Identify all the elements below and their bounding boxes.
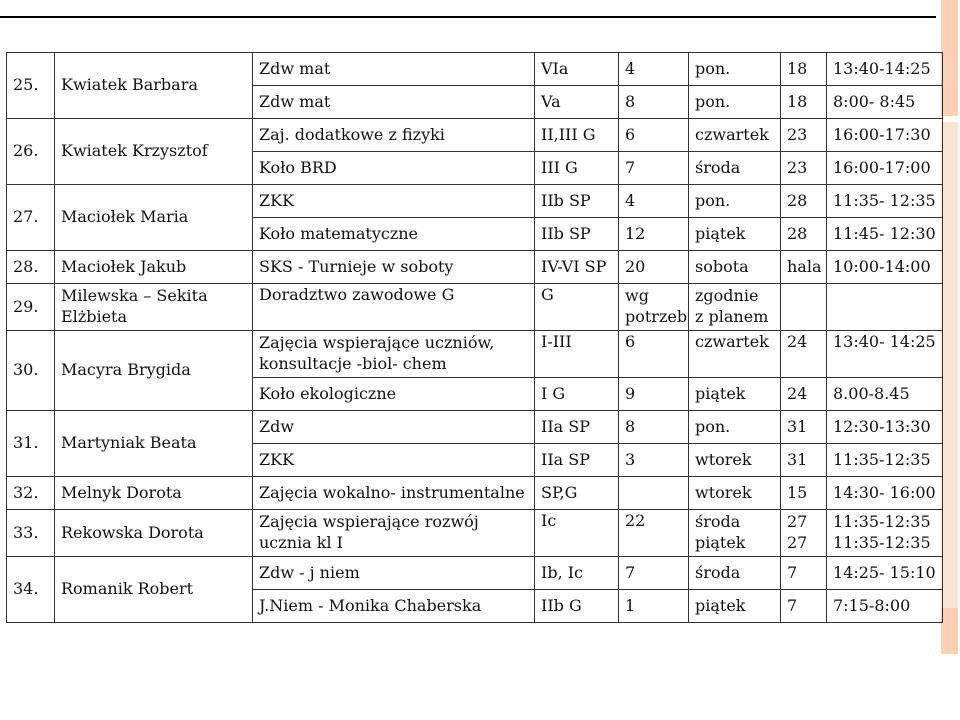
row-number: 33. bbox=[7, 510, 55, 557]
room-cell: 28 bbox=[781, 218, 827, 251]
count-cell: 4 bbox=[619, 185, 689, 218]
table-row bbox=[7, 284, 943, 331]
teacher-name: Kwiatek Barbara bbox=[55, 53, 253, 119]
time-cell: 14:25- 15:10 bbox=[827, 557, 943, 590]
activity-cell: J.Niem - Monika Chaberska bbox=[253, 590, 535, 623]
day-cell: czwartek bbox=[689, 119, 781, 152]
room-line: 27 bbox=[787, 533, 808, 552]
count-cell: 6 bbox=[619, 119, 689, 152]
class-cell: Va bbox=[535, 86, 619, 119]
activity-cell bbox=[253, 331, 535, 378]
room-cell: hala bbox=[781, 251, 827, 284]
day-cell: piątek bbox=[689, 218, 781, 251]
teacher-name: Melnyk Dorota bbox=[55, 477, 253, 510]
activity-cell: Koło ekologiczne bbox=[253, 378, 535, 411]
room-cell: 31 bbox=[781, 411, 827, 444]
room-cell: 7 bbox=[781, 590, 827, 623]
table-row bbox=[7, 557, 943, 590]
table-row bbox=[7, 331, 943, 378]
side-bar-segment bbox=[941, 0, 958, 116]
activity-cell: ZKK bbox=[253, 185, 535, 218]
room-cell: 24 bbox=[781, 378, 827, 411]
room-cell: 18 bbox=[781, 86, 827, 119]
teacher-name: Rekowska Dorota bbox=[55, 510, 253, 557]
activity-cell: Zajęcia wokalno- instrumentalne bbox=[253, 477, 535, 510]
activity-line: Zajęcia wspierające rozwój bbox=[259, 512, 479, 532]
room-cell: 24 bbox=[781, 331, 827, 378]
room-cell: 15 bbox=[781, 477, 827, 510]
row-number: 26. bbox=[7, 119, 55, 185]
time-cell bbox=[827, 510, 943, 557]
teacher-name: Romanik Robert bbox=[55, 557, 253, 623]
table-row bbox=[7, 53, 943, 86]
room-cell: 7 bbox=[781, 557, 827, 590]
class-cell: IIa SP bbox=[535, 411, 619, 444]
count-cell: 7 bbox=[619, 152, 689, 185]
time-line: 11:35-12:35 bbox=[833, 533, 931, 552]
time-cell bbox=[827, 284, 943, 331]
table-row bbox=[7, 251, 943, 284]
time-cell: 13:40- 14:25 bbox=[827, 331, 943, 378]
row-number: 30. bbox=[7, 331, 55, 411]
day-cell: pon. bbox=[689, 185, 781, 218]
teacher-name-line: Elżbieta bbox=[61, 307, 128, 326]
day-cell: pon. bbox=[689, 53, 781, 86]
activity-cell: Zdw - j niem bbox=[253, 557, 535, 590]
room-cell: 31 bbox=[781, 444, 827, 477]
day-line: piątek bbox=[695, 533, 746, 552]
activity-line: ucznia kl I bbox=[259, 533, 343, 552]
time-cell: 11:35- 12:35 bbox=[827, 185, 943, 218]
count-cell: 8 bbox=[619, 411, 689, 444]
time-cell: 12:30-13:30 bbox=[827, 411, 943, 444]
activity-cell: Zdw mat bbox=[253, 86, 535, 119]
day-cell: piątek bbox=[689, 590, 781, 623]
class-cell: II,III G bbox=[535, 119, 619, 152]
time-cell: 11:35-12:35 bbox=[827, 444, 943, 477]
day-cell: wtorek bbox=[689, 444, 781, 477]
class-cell: I G bbox=[535, 378, 619, 411]
count-cell: 3 bbox=[619, 444, 689, 477]
teacher-name: Macyra Brygida bbox=[55, 331, 253, 411]
day-line: zgodnie bbox=[695, 286, 759, 306]
day-cell: czwartek bbox=[689, 331, 781, 378]
activity-cell: SKS - Turnieje w soboty bbox=[253, 251, 535, 284]
activity-cell: Koło BRD bbox=[253, 152, 535, 185]
row-number: 28. bbox=[7, 251, 55, 284]
table-row bbox=[7, 119, 943, 152]
time-cell: 16:00-17:30 bbox=[827, 119, 943, 152]
count-cell: 22 bbox=[619, 510, 689, 557]
day-line: z planem bbox=[695, 307, 769, 326]
day-cell bbox=[689, 284, 781, 331]
count-cell: 1 bbox=[619, 590, 689, 623]
day-cell: piątek bbox=[689, 378, 781, 411]
row-number: 32. bbox=[7, 477, 55, 510]
day-cell: sobota bbox=[689, 251, 781, 284]
activity-cell: Zdw mat bbox=[253, 53, 535, 86]
class-cell: G bbox=[535, 284, 619, 331]
row-number: 25. bbox=[7, 53, 55, 119]
count-cell: 8 bbox=[619, 86, 689, 119]
activity-cell: Zaj. dodatkowe z fizyki bbox=[253, 119, 535, 152]
activity-line: Zajęcia wspierające uczniów, bbox=[259, 333, 495, 353]
count-line: wg bbox=[625, 286, 649, 306]
day-cell bbox=[689, 510, 781, 557]
activity-cell bbox=[253, 510, 535, 557]
time-cell: 14:30- 16:00 bbox=[827, 477, 943, 510]
room-cell: 18 bbox=[781, 53, 827, 86]
row-number: 34. bbox=[7, 557, 55, 623]
time-line: 11:35-12:35 bbox=[833, 512, 931, 532]
table-row bbox=[7, 411, 943, 444]
activity-cell: Koło matematyczne bbox=[253, 218, 535, 251]
row-number: 27. bbox=[7, 185, 55, 251]
day-line: środa bbox=[695, 512, 741, 532]
room-cell: 23 bbox=[781, 152, 827, 185]
teacher-name bbox=[55, 284, 253, 331]
teacher-name: Kwiatek Krzysztof bbox=[55, 119, 253, 185]
class-cell: IIb G bbox=[535, 590, 619, 623]
day-cell: pon. bbox=[689, 411, 781, 444]
class-cell: VIa bbox=[535, 53, 619, 86]
activity-cell: Zdw bbox=[253, 411, 535, 444]
time-cell: 11:45- 12:30 bbox=[827, 218, 943, 251]
side-bar-segment bbox=[941, 608, 958, 654]
teacher-name: Martyniak Beata bbox=[55, 411, 253, 477]
class-cell: IIb SP bbox=[535, 185, 619, 218]
class-cell: Ib, Ic bbox=[535, 557, 619, 590]
count-cell bbox=[619, 284, 689, 331]
time-cell: 10:00-14:00 bbox=[827, 251, 943, 284]
side-bar-segment bbox=[941, 122, 958, 608]
count-cell: 7 bbox=[619, 557, 689, 590]
teacher-name: Maciołek Maria bbox=[55, 185, 253, 251]
day-cell: pon. bbox=[689, 86, 781, 119]
class-cell: III G bbox=[535, 152, 619, 185]
table-row bbox=[7, 477, 943, 510]
table-row bbox=[7, 185, 943, 218]
schedule-table bbox=[6, 52, 943, 623]
count-cell: 6 bbox=[619, 331, 689, 378]
room-cell bbox=[781, 284, 827, 331]
class-cell: Ic bbox=[535, 510, 619, 557]
time-cell: 16:00-17:00 bbox=[827, 152, 943, 185]
day-cell: środa bbox=[689, 152, 781, 185]
day-cell: wtorek bbox=[689, 477, 781, 510]
class-cell: IIb SP bbox=[535, 218, 619, 251]
time-cell: 7:15-8:00 bbox=[827, 590, 943, 623]
teacher-name-line: Milewska – Sekita bbox=[61, 286, 208, 306]
count-cell: 4 bbox=[619, 53, 689, 86]
table-row bbox=[7, 510, 943, 557]
header-rule bbox=[0, 16, 936, 18]
class-cell: IIa SP bbox=[535, 444, 619, 477]
time-cell: 8.00-8.45 bbox=[827, 378, 943, 411]
row-number: 31. bbox=[7, 411, 55, 477]
count-cell bbox=[619, 477, 689, 510]
row-number: 29. bbox=[7, 284, 55, 331]
class-cell: IV-VI SP bbox=[535, 251, 619, 284]
room-cell bbox=[781, 510, 827, 557]
activity-cell: Doradztwo zawodowe G bbox=[253, 284, 535, 331]
count-cell: 9 bbox=[619, 378, 689, 411]
room-line: 27 bbox=[787, 512, 808, 532]
day-cell: środa bbox=[689, 557, 781, 590]
count-cell: 20 bbox=[619, 251, 689, 284]
activity-line: konsultacje -biol- chem bbox=[259, 354, 447, 373]
time-cell: 8:00- 8:45 bbox=[827, 86, 943, 119]
room-cell: 23 bbox=[781, 119, 827, 152]
time-cell: 13:40-14:25 bbox=[827, 53, 943, 86]
class-cell: I-III bbox=[535, 331, 619, 378]
class-cell: SP,G bbox=[535, 477, 619, 510]
teacher-name: Maciołek Jakub bbox=[55, 251, 253, 284]
count-cell: 12 bbox=[619, 218, 689, 251]
room-cell: 28 bbox=[781, 185, 827, 218]
activity-cell: ZKK bbox=[253, 444, 535, 477]
count-line: potrzeb bbox=[625, 307, 688, 326]
